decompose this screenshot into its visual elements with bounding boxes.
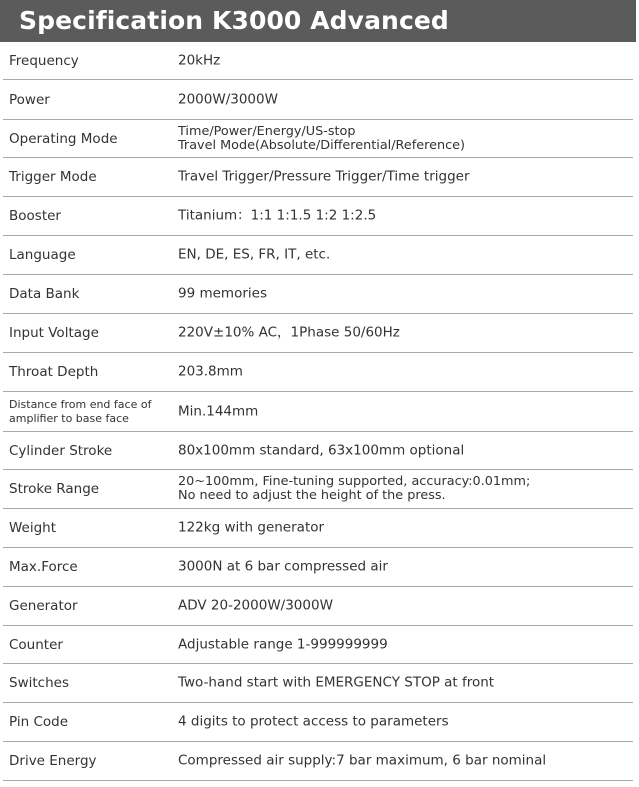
spec-label: Power [9,91,50,108]
spec-label: Throat Depth [9,364,99,380]
spec-value [178,170,470,185]
spec-label: Operating Mode [9,130,118,147]
spec-value [178,248,330,263]
spec-row [3,742,633,781]
spec-value [178,676,494,691]
spec-value-line: Two-hand start with EMERGENCY STOP at front [178,674,495,691]
spec-value-line: 99 memories [178,285,267,302]
spec-value-line: Min.144mm [178,403,259,419]
spec-row [3,42,633,80]
spec-row [3,314,633,353]
spec-value-line: 3000N at 6 bar compressed air [178,558,388,575]
spec-row [3,120,633,158]
spec-label: Pin Code [9,714,69,730]
spec-row [3,197,633,236]
spec-row [3,236,633,275]
spec-label: Data Bank [9,286,80,302]
spec-value [178,754,546,769]
spec-value [178,599,333,614]
spec-value [178,637,388,652]
spec-value-line: 4 digits to protect access to parameters [178,713,449,730]
spec-label: Stroke Range [9,481,100,497]
spec-label: Generator [9,598,78,614]
spec-row [3,275,633,314]
spec-value-line: Titanium：1:1 1:1.5 1:2 1:2.5 [178,207,377,224]
spec-row [3,664,633,703]
spec-label: Distance from end face of amplifier to base face [9,397,152,425]
spec-row [3,470,633,509]
spec-label: Weight [9,520,57,536]
spec-label: Switches [9,675,69,691]
spec-row [3,158,633,197]
spec-value [178,92,278,107]
spec-value [178,53,220,68]
spec-value-line: EN, DE, ES, FR, IT, etc. [178,246,331,263]
spec-row [3,432,633,470]
spec-row [3,548,633,587]
spec-row [3,626,633,664]
spec-value [178,715,449,730]
spec-value-line: No need to adjust the height of the press. [178,488,446,503]
spec-row [3,509,633,548]
spec-value-line: 122kg with generator [178,519,325,536]
title-bar [0,0,636,42]
spec-value [178,443,464,458]
spec-label: Booster [9,208,61,224]
spec-label: Drive Energy [9,753,97,769]
spec-value [178,365,243,380]
spec-value-line: 20kHz [178,52,221,68]
spec-value-line: Travel Mode(Absolute/Differential/Reference) [178,137,465,153]
spec-label: Cylinder Stroke [9,442,113,459]
spec-value [178,404,258,419]
spec-value-line: 80x100mm standard, 63x100mm optional [178,442,465,458]
spec-value-line: Time/Power/Energy/US-stop [178,123,356,139]
spec-row [3,703,633,742]
spec-value [178,560,388,575]
spec-value [178,287,267,302]
spec-label: Max.Force [9,559,78,575]
spec-value [178,521,324,536]
spec-value-line: 220V±10% AC，1Phase 50/60Hz [178,324,400,341]
spec-value-line: 2000W/3000W [178,91,278,107]
spec-row [3,80,633,120]
spec-label: Trigger Mode [9,169,97,185]
spec-label: Input Voltage [9,325,99,341]
spec-value-line: Compressed air supply:7 bar maximum, 6 bar nominal [178,752,547,769]
spec-value-line: Travel Trigger/Pressure Trigger/Time trigger [178,168,470,185]
spec-value-line: 20~100mm, Fine-tuning supported, accuracy:0.01mm; [178,474,531,489]
page-title: Specification K3000 Advanced [19,6,449,35]
spec-label: Frequency [9,52,79,69]
spec-row [3,587,633,626]
spec-value [178,326,400,341]
spec-row [3,392,633,432]
spec-value [178,209,376,224]
spec-value-line: 203.8mm [178,363,243,380]
spec-row [3,353,633,392]
spec-label: Language [9,247,76,263]
spec-value [178,125,465,153]
spec-value [178,475,530,503]
spec-value-line: Adjustable range 1-999999999 [178,636,388,652]
spec-value-line: ADV 20-2000W/3000W [178,597,333,614]
spec-label: Counter [9,636,63,653]
